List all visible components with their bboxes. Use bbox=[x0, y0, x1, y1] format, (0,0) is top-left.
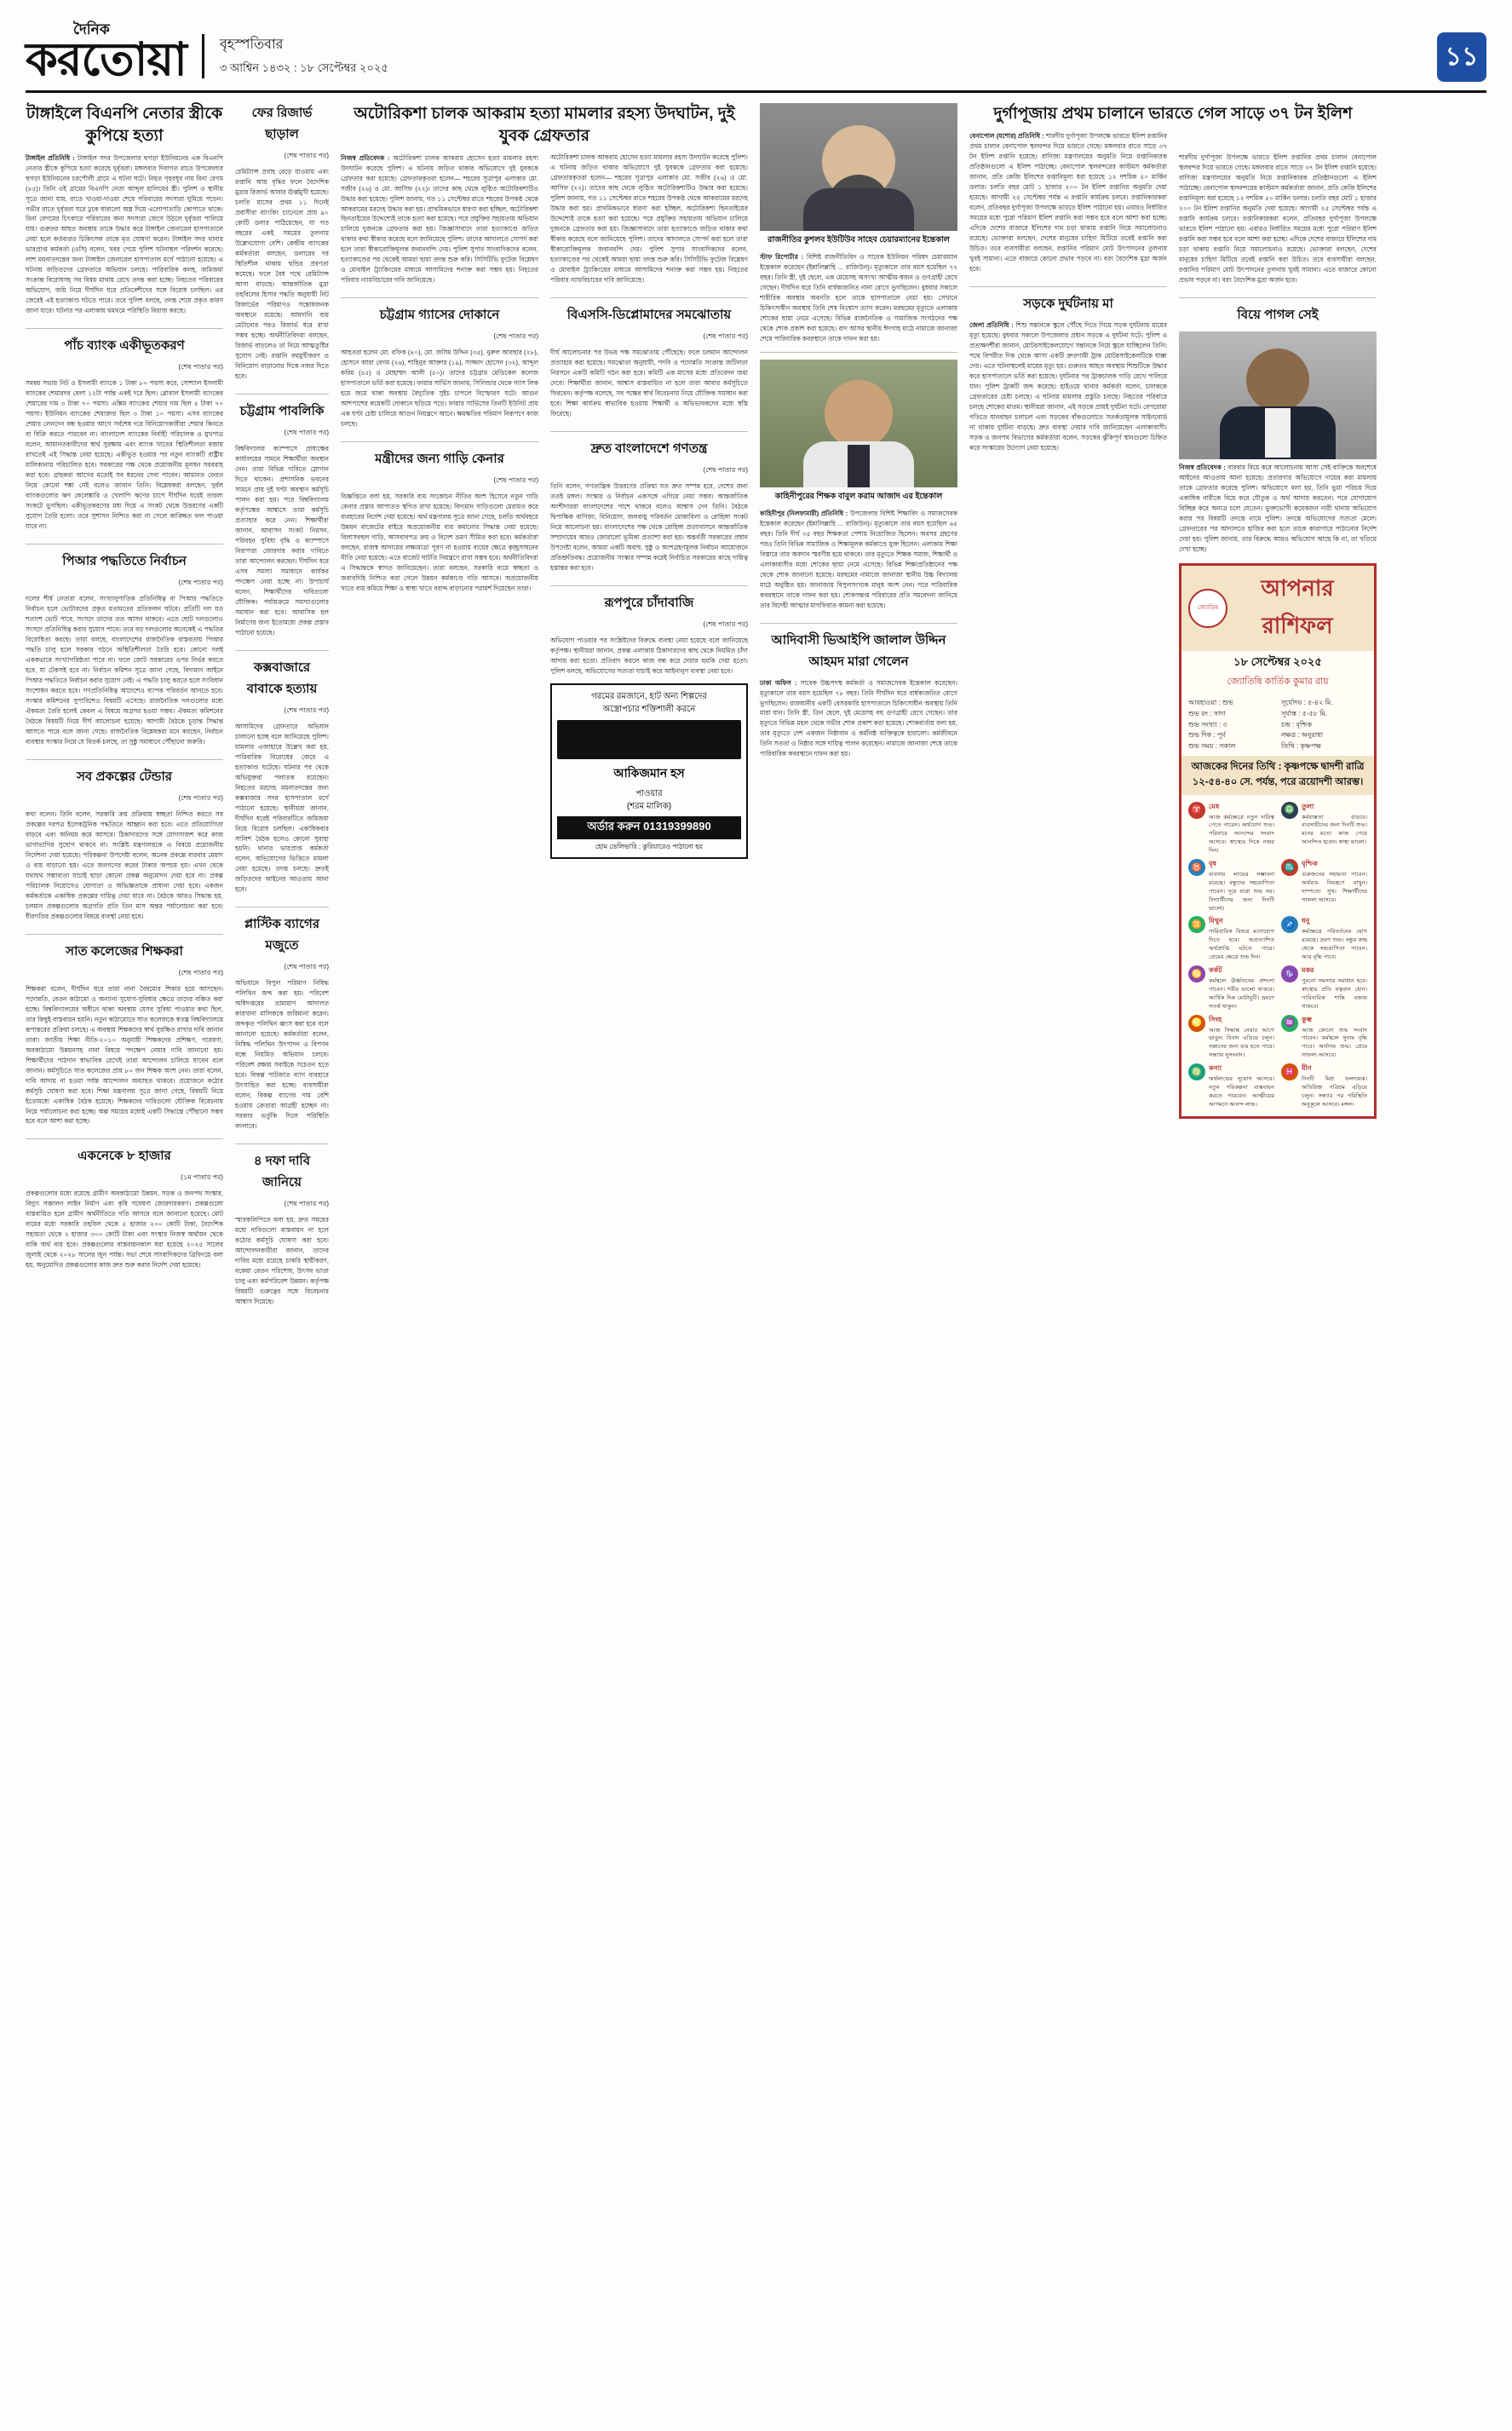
zodiac-item[interactable] bbox=[1188, 802, 1274, 855]
headline-ecnec: একনেকে ৮ হাজার bbox=[26, 1138, 223, 1167]
headline-tangail-murder: টাঙ্গাইলে বিএনপি নেতার স্ত্রীকে কুপিয়ে হত্যা bbox=[26, 105, 223, 145]
masthead-weekday: বৃহস্পতিবার bbox=[219, 37, 284, 53]
article-body-coxsbazar: আসামিদের গ্রেফতারে অভিযান চালানো হচ্ছে বলে জানিয়েছে পুলিশ। মামলার এজাহারে উল্লেখ করা হয়, পারিবারিক বিরোধের জেরে এ হত্যাকাণ্ড ঘটেছে। ঘটনার পর থেকে অভিযুক্তরা পলাতক রয়েছেন। নিহতের মরদেহ ময়নাতদন্তের জন্য কক্সবাজার সদর হাসপাতাল মর্গে পাঠানো হয়েছে। স্থানীয়রা জানান, দীর্ঘদিন ধরেই পরিবারটিতে জমিজমা নিয়ে বিরোধ চলছিল। একাধিকবার সালিশ বৈঠক হলেও কোনো সুরাহা হয়নি। থানার ভারপ্রাপ্ত কর্মকর্তা বলেন, অভিযোগের ভিত্তিতে মামলা নেয়া হয়েছে। তদন্ত চলছে। দ্রুতই জড়িতদের আইনের আওতায় আনা হবে। bbox=[235, 722, 329, 894]
article-body-rooppur: অভিযোগ পাওয়ার পর সংশ্লিষ্টদের বিরুদ্ধে ব্যবস্থা নেয়া হয়েছে বলে জানিয়েছে কর্তৃপক্ষ। স্থানীয়রা জানান, প্রকল্প এলাকায় ঠিকাদারদের কাছ থেকে নিয়মিত চাঁদা আদায় করা হতো। প্রতিবাদ করলে কাজ বন্ধ করে দেয়ার হুমকি দেয়া হতো। পুলিশ বলছে, অভিযোগের সত্যতা যাচাই করে আইনানুগ ব্যবস্থা নেয়া হবে। bbox=[550, 636, 748, 675]
article-body-democracy: তিনি বলেন, গণতান্ত্রিক উত্তরণের প্রক্রিয়া যত দ্রুত সম্পন্ন হবে, দেশের জন্য ততই মঙ্গল। সংস্কার ও নির্বাচন একসঙ্গে এগিয়ে নেয়া সম্ভব। আন্তর্জাতিক অংশীদাররা বাংলাদেশের পাশে থাকবে বলেও আশ্বাস দেন তিনি। বৈঠকে দ্বিপাক্ষিক বাণিজ্য, বিনিয়োগ, জলবায়ু পরিবর্তন মোকাবিলা ও রোহিঙ্গা সংকট নিয়ে আলোচনা হয়। বাংলাদেশের পক্ষ থেকে রোহিঙ্গা প্রত্যাবাসনে আন্তর্জাতিক সম্প্রদায়ের আরও জোরালো ভূমিকা প্রত্যাশা করা হয়। অন্তর্বর্তী সরকারের প্রধান উপদেষ্টা বলেন, আমরা একটি অবাধ, সুষ্ঠু ও অংশগ্রহণমূলক নির্বাচন আয়োজনে প্রতিশ্রুতিবদ্ধ। প্রয়োজনীয় সংস্কার সম্পন্ন করেই নির্বাচিত সরকারের কাছে দায়িত্ব হস্তান্তর করা হবে। bbox=[550, 481, 748, 572]
article-body-akram-cont: অটোরিকশা চালক আকরাম হোসেন হত্যা মামলার রহস্য উদঘাটন করেছে পুলিশ। এ ঘটনায় জড়িত থাকার অভিযোগে দুই যুবককে গ্রেফতার করা হয়েছে। গ্রেফতারকৃতরা হলেন— শহরের সূত্রাপুর এলাকার মো. সজীব (২৬) ও মো. আসিফ (২২)। তাদের কাছ থেকে লুণ্ঠিত অটোরিকশাটিও উদ্ধার করা হয়েছে। পুলিশ জানায়, গত ১১ সেপ্টেম্বর রাতে শহরের উপকণ্ঠ থেকে আকরামের মরদেহ উদ্ধার করা হয়। প্রাথমিকভাবে ধারণা করা হচ্ছিল, অটোরিকশা ছিনতাইয়ের উদ্দেশ্যেই তাকে হত্যা করা হয়েছে। পরে প্রযুক্তির সহায়তায় অভিযান চালিয়ে দুজনকে গ্রেফতার করা হয়। জিজ্ঞাসাবাদে তারা হত্যাকাণ্ডে জড়িত থাকার কথা স্বীকার করেছে বলে জানিয়েছে পুলিশ। তাদের আদালতে সোপর্দ করা হলে তারা স্বীকারোক্তিমূলক জবানবন্দি দেয়। পুলিশ সুপার সাংবাদিকদের বলেন, হত্যাকাণ্ডের পর থেকেই আমরা ছায়া তদন্ত শুরু করি। সিসিটিভি ফুটেজ বিশ্লেষণ ও মোবাইল ট্র্যাকিংয়ের মাধ্যমে আসামিদের শনাক্ত করা সম্ভব হয়। নিহতের পরিবার ন্যায়বিচারের দাবি জানিয়েছে। bbox=[550, 153, 748, 285]
masthead-divider bbox=[202, 34, 204, 78]
headline-bank-merger: পাঁচ ব্যাংক একীভূতকরণ bbox=[26, 328, 223, 357]
zodiac-text: অর্থলাভের সুযোগ আসবে। নতুন পরিকল্পনা বাস্তবায়ন করতে পারবেন। আত্মীয়ের আগমনে আনন্দ লাভ। bbox=[1209, 1076, 1274, 1108]
ad-note: হোম ডেলিভারি : কুরিয়ারেও পাঠানো হয় bbox=[595, 842, 704, 850]
zodiac-text: দিনটি মিশ্র ফলদায়ক। অতিরিক্ত পরিশ্রম এড়িয়ে চলুন। সন্ধ্যার পর পরিস্থিতি অনুকূলে আসবে। মঙ্গল। bbox=[1302, 1076, 1367, 1108]
masthead-date-block bbox=[220, 33, 388, 82]
zodiac-name: বৃষ bbox=[1209, 860, 1216, 868]
page-number-badge: ১১ bbox=[1437, 32, 1486, 82]
advertisement-box[interactable] bbox=[550, 683, 748, 859]
zodiac-capricorn-icon: ♑ bbox=[1281, 965, 1298, 982]
headline-ctg-public: চট্টগ্রাম পাবলিকি bbox=[235, 394, 329, 423]
article-body-hilsa-cont: শারদীয় দুর্গাপূজা উপলক্ষে ভারতে ইলিশ রপ্তানির প্রথম চালান বেনাপোল স্থলবন্দর দিয়ে ভারতে গেছে। মঙ্গলবার রাতে সাড়ে ৩৭ টন ইলিশ রপ্তানি হয়েছে। বাণিজ্য মন্ত্রণালয়ের অনুমতি নিয়ে রপ্তানিকারক প্রতিষ্ঠানগুলো এ ইলিশ পাঠাচ্ছে। বেনাপোল স্থলবন্দরের কাস্টমস কর্মকর্তারা জানান, প্রতি কেজি ইলিশের রপ্তানিমূল্য ধরা হয়েছে ১২ দশমিক ৫০ মার্কিন ডলার। চলতি বছর মোট ১ হাজার ২০০ টন ইলিশ রপ্তানির অনুমতি দেয়া হয়েছে। আগামী ২৫ সেপ্টেম্বর পর্যন্ত এ রপ্তানি কার্যক্রম চলবে। রপ্তানিকারকরা বলেন, প্রতিবছর দুর্গাপূজা উপলক্ষে ভারতে ইলিশ পাঠানো হয়। এবারও নির্ধারিত সময়ের মধ্যে পুরো পরিমাণ ইলিশ রপ্তানি করা সম্ভব হবে বলে আশা করা হচ্ছে। এদিকে দেশের বাজারে ইলিশের দাম চড়া থাকায় রপ্তানি নিয়ে সমালোচনাও রয়েছে। ভোক্তারা বলছেন, দেশের মানুষের চাহিদা মিটিয়ে তবেই রপ্তানি করা উচিত। তবে ব্যবসায়ীরা বলছেন, রপ্তানির পরিমাণ মোট উৎপাদনের তুলনায় খুবই সামান্য। এতে বাজারে কোনো প্রভাব পড়বে না। বরং বৈদেশিক মুদ্রা অর্জন হবে। bbox=[1179, 153, 1377, 285]
spacer bbox=[550, 103, 748, 153]
article-body-bsc: দীর্ঘ আলোচনার পর উভয় পক্ষ সমঝোতায় পৌঁছেছে। ফলে চলমান আন্দোলন প্রত্যাহার করা হয়েছে। সমঝোতা অনুযায়ী, পদবি ও পদোন্নতি সংক্রান্ত জটিলতা নিরসনে একটি কমিটি গঠন করা হবে। কমিটি এক মাসের মধ্যে প্রতিবেদন জমা দেবে। শিক্ষার্থীরা জানান, আশ্বাস বাস্তবায়িত না হলে তারা আবার কর্মসূচিতে ফিরবেন। কর্তৃপক্ষ বলেছে, সব পক্ষের স্বার্থ বিবেচনায় নিয়ে যৌক্তিক সমাধান করা হবে। শিক্ষা কার্যক্রম স্বাভাবিক হওয়ায় শিক্ষার্থী ও অভিভাবকদের মধ্যে স্বস্তি ফিরেছে। bbox=[550, 349, 748, 418]
ad-horse-icon bbox=[557, 720, 741, 759]
column-5 bbox=[760, 103, 957, 1307]
headline-tender: সব প্রকল্পের টেন্ডার bbox=[26, 759, 223, 788]
column-2 bbox=[235, 103, 329, 1307]
article-body-pr: দলের শীর্ষ নেতারা বলেন, সংখ্যানুপাতিক প্রতিনিধিত্ব বা পিআর পদ্ধতিতে নির্বাচন হলে ভোটারদের প্রকৃত মতামতের প্রতিফলন ঘটবে। প্রতিটি দল যত শতাংশ ভোট পাবে, সংসদে তাদের তত আসন থাকবে। এতে ছোট দলগুলোও সংসদে প্রতিনিধিত্ব করার সুযোগ পাবে। তবে বড় দলগুলোর অনেকেই এ পদ্ধতির বিরোধিতা করছে। তারা বলছে, বাংলাদেশের রাজনৈতিক বাস্তবতায় পিআর পদ্ধতি চালু হলে সরকার গঠনে অস্থিতিশীলতা তৈরি হবে। কোনো দলই এককভাবে সংখ্যাগরিষ্ঠতা পাবে না। ফলে জোট সরকারের ওপর নির্ভর করতে হবে, যা টেকসই হবে না। নির্বাচন কমিশন সূত্রে জানা গেছে, বিদ্যমান আইনে পিআর পদ্ধতিতে নির্বাচন করার সুযোগ নেই। এ পদ্ধতি চালু করতে হলে সংবিধান সংশোধন করতে হবে। গণপ্রতিনিধিত্ব আদেশেও ব্যাপক পরিবর্তন আনতে হবে। সংস্কার কমিশনের সুপারিশেও বিষয়টি এসেছে। রাজনৈতিক দলগুলোর মধ্যে ঐকমত্য তৈরি হলেই কেবল এ বিষয়ে অগ্রসর হওয়া সম্ভব। ঐকমত্য কমিশনের বৈঠকে বিষয়টি নিয়ে দীর্ঘ আলোচনা হয়েছে। আগামী বৈঠকে চূড়ান্ত সিদ্ধান্ত আসতে পারে বলে জানা গেছে। রাজনৈতিক বিশ্লেষকরা মনে করছেন, নির্বাচন ব্যবস্থার সংস্কার নিয়ে যে বিতর্ক চলছে, তা সুষ্ঠু সমাধানে পৌঁছানো জরুরি। bbox=[26, 595, 223, 746]
photo-caption-chairman: রাজনীতির কুশলব ইউটিউব সাহেব চেয়ারম্যানের ইন্তেকাল bbox=[767, 235, 950, 245]
zodiac-text: গুরুজনের সহায়তা পাবেন। অর্থব্যয় নিয়ন্ত্রণে রাখুন। দাম্পত্যে সুখ। শিক্ষার্থীদের সাফল্য আসবে। bbox=[1302, 872, 1367, 903]
spacer-2 bbox=[1179, 103, 1377, 153]
zodiac-item[interactable] bbox=[1188, 965, 1274, 1011]
zodiac-aries-icon: ♈ bbox=[1188, 802, 1205, 819]
info-line: তিথি : কৃষ্ণপক্ষ bbox=[1281, 742, 1321, 751]
headline-democracy: দ্রুত বাংলাদেশে গণতন্ত্র bbox=[550, 431, 748, 460]
content-grid bbox=[26, 103, 1486, 1307]
portrait-photo-teacher bbox=[760, 360, 957, 487]
zodiac-name: মেষ bbox=[1209, 802, 1220, 810]
zodiac-scorpio-icon: ♏ bbox=[1281, 859, 1298, 876]
article-body-bank: সমন্বয় সভায় নিট ও ইসলামী ব্যাংকে ১ টাকা ৮০ পয়সা করে, সোশ্যাল ইসলামী ব্যাংকের শেয়ারদর বেলা ১২টা পর্যন্ত একই দরে ছিল। গ্লোবাল ইসলামী ব্যাংকের শেয়ারের দাম ৩ টাকা ৭০ পয়সা। এক্সিম ব্যাংকের শেয়ার দাম ছিল ৫ টাকা ৭০ পয়সা। ইউনিয়ন ব্যাংকের শেয়ারদর ছিল ৩ টাকা ১০ পয়সা। এসব ব্যাংকের শেয়ার লেনদেন বন্ধ হওয়ার আগে সর্বশেষ দরে বিনিয়োগকারীরা শেয়ার কিনতে বা বিক্রি করতে পারবেন না। বাংলাদেশ ব্যাংকের নির্বাহী পরিচালক ও মুখপাত্র বলেন, আমানতকারীদের স্বার্থ সুরক্ষায় এবং ব্যাংক খাতের স্থিতিশীলতা বজায় রাখতেই এই সিদ্ধান্ত নেয়া হয়েছে। একীভূত হওয়ার পর নতুন ব্যাংকটি রাষ্ট্রীয় মালিকানায় পরিচালিত হবে। সরকারের পক্ষ থেকে প্রয়োজনীয় মূলধন সরবরাহ করা হবে। গ্রাহকরা আগের মতোই সব ধরনের সেবা পাবেন। আমানত ফেরত নিয়ে কোনো শঙ্কা নেই বলেও জানান তিনি। বিশ্লেষকরা বলছেন, দুর্বল ব্যাংকগুলোর ঋণ কেলেঙ্কারি ও খেলাপি ঋণের চাপে দীর্ঘদিন ধরেই তারল্য সংকটে ভুগছিল। একীভূতকরণের মধ্য দিয়ে এ সংকট থেকে উত্তরণের একটি সুযোগ তৈরি হলো। তবে সুশাসন নিশ্চিত করা না গেলে কাঙ্ক্ষিত ফল পাওয়া যাবে না। bbox=[26, 379, 223, 531]
headline-four-demands: ৪ দফা দাবি জানিয়ে bbox=[235, 1143, 329, 1194]
jump-note-bsc: (শেষ পাতার পর) bbox=[703, 332, 748, 341]
zodiac-libra-icon: ♎ bbox=[1281, 802, 1298, 819]
article-body-tangail bbox=[26, 153, 223, 317]
column-4 bbox=[550, 103, 748, 1307]
article-body-tender: কথা বলেন। তিনি বলেন, সরকারি ক্রয় প্রক্রিয়ায় স্বচ্ছতা নিশ্চিত করতে সব প্রকল্পের দরপত্র ইলেকট্রনিক পদ্ধতিতে আহ্বান করা হবে। এতে প্রতিযোগিতা বাড়বে এবং অনিয়ম কমে আসবে। ঠিকাদারদের সঙ্গে যোগসাজশ করে কাজ ভাগাভাগির সুযোগ থাকবে না। সংশ্লিষ্ট মন্ত্রণালয়কে এ বিষয়ে প্রয়োজনীয় নির্দেশনা দেয়া হয়েছে। পরিকল্পনা উপদেষ্টা বলেন, অনেক প্রকল্পে বারবার মেয়াদ ও ব্যয় বাড়ানো হয়। এতে জনগণের করের টাকার অপচয় হয়। এখন থেকে যথাযথ সম্ভাব্যতা যাচাই ছাড়া কোনো প্রকল্প অনুমোদন দেয়া হবে না। প্রকল্প পরিচালক নিয়োগেও যোগ্যতা ও অভিজ্ঞতাকে প্রাধান্য দেয়া হবে। একজন কর্মকর্তাকে একাধিক প্রকল্পের দায়িত্ব দেয়া যাবে না। বৈঠকে আরও সিদ্ধান্ত হয়, চলমান প্রকল্পগুলোর অগ্রগতি প্রতি তিন মাস অন্তর পর্যালোচনা করা হবে। ধীরগতির প্রকল্পগুলোর বিষয়ে ব্যবস্থা নেয়া হবে। bbox=[26, 809, 223, 920]
zodiac-name: ধনু bbox=[1302, 917, 1310, 925]
zodiac-sagittarius-icon: ♐ bbox=[1281, 916, 1298, 933]
info-line: শুভ দিক : পূর্ব bbox=[1188, 731, 1226, 740]
jump-note-plastic: (শেষ পাতার পর) bbox=[284, 963, 329, 971]
jump-note-ctg-public: (শেষ পাতার পর) bbox=[284, 428, 329, 436]
ad-line-2: অস্ত্রোপচার শক্তিশালী করনে bbox=[602, 704, 696, 714]
zodiac-aquarius-icon: ♒ bbox=[1281, 1015, 1298, 1032]
column-1 bbox=[26, 103, 223, 1307]
article-body-road-accident bbox=[969, 320, 1167, 453]
newspaper-logo bbox=[26, 21, 187, 85]
byline-hilsa: বেনাপোল (যশোর) প্রতিনিধি : bbox=[969, 131, 1044, 140]
article-body-four-demands: স্মারকলিপিতে বলা হয়, দ্রুত সময়ের মধ্যে দাবিগুলো বাস্তবায়ন না হলে কঠোর কর্মসূচি ঘোষণা করা হবে। আন্দোলনকারীরা জানান, তাদের দাবির মধ্যে রয়েছে চাকরি স্থায়ীকরণ, বকেয়া বেতন পরিশোধ, উৎসব ভাতা চালু এবং কর্মপরিবেশ উন্নয়ন। কর্তৃপক্ষ বিষয়টি গুরুত্বের সঙ্গে বিবেচনার আশ্বাস দিয়েছে। bbox=[235, 1216, 329, 1306]
zodiac-virgo-icon: ♍ bbox=[1188, 1063, 1205, 1080]
logo-main-text: করতোয়া bbox=[26, 34, 187, 85]
ad-phone-value: 01319399890 bbox=[643, 819, 711, 832]
ad-brand-name: আকিজমান হস bbox=[613, 765, 685, 780]
zodiac-text: পুরনো সমস্যার সমাধান হবে। স্বাস্থ্যের প্রতি যত্নবান হোন। পারিবারিক শান্তি বজায় থাকবে। bbox=[1302, 978, 1367, 1010]
info-line: শুভ সময় : সকাল bbox=[1188, 742, 1236, 751]
article-text-akram: অটোরিকশা চালক আকরাম হোসেন হত্যা মামলার রহস্য উদঘাটন করেছে পুলিশ। এ ঘটনায় জড়িত থাকার অভিযোগে দুই যুবককে গ্রেফতার করা হয়েছে। গ্রেফতারকৃতরা হলেন— শহরের সূত্রাপুর এলাকার মো. সজীব (২৬) ও মো. আসিফ (২২)। তাদের কাছ থেকে লুণ্ঠিত অটোরিকশাটিও উদ্ধার করা হয়েছে। পুলিশ জানায়, গত ১১ সেপ্টেম্বর রাতে শহরের উপকণ্ঠ থেকে আকরামের মরদেহ উদ্ধার করা হয়। প্রাথমিকভাবে ধারণা করা হচ্ছিল, অটোরিকশা ছিনতাইয়ের উদ্দেশ্যেই তাকে হত্যা করা হয়েছে। পরে প্রযুক্তির সহায়তায় অভিযান চালিয়ে দুজনকে গ্রেফতার করা হয়। জিজ্ঞাসাবাদে তারা হত্যাকাণ্ডে জড়িত থাকার কথা স্বীকার করেছে বলে জানিয়েছে পুলিশ। তাদের আদালতে সোপর্দ করা হলে তারা স্বীকারোক্তিমূলক জবানবন্দি দেয়। পুলিশ সুপার সাংবাদিকদের বলেন, হত্যাকাণ্ডের পর থেকেই আমরা ছায়া তদন্ত শুরু করি। সিসিটিভি ফুটেজ বিশ্লেষণ ও মোবাইল ট্র্যাকিংয়ের মাধ্যমে আসামিদের শনাক্ত করা সম্ভব হয়। নিহতের পরিবার ন্যায়বিচারের দাবি জানিয়েছে। bbox=[341, 153, 538, 285]
info-line: সূর্যোদয় : ৫-৪২ মি. bbox=[1281, 698, 1333, 706]
photo-caption-teacher: কাহিনীপুরের শিক্ষক বাবুল করাম আজাদ এর ইন্তেকাল bbox=[774, 491, 943, 501]
zodiac-name: বৃশ্চিক bbox=[1302, 860, 1318, 868]
byline-chairman: স্টাফ রিপোর্টার : bbox=[760, 253, 804, 262]
article-body-chairman bbox=[760, 252, 957, 344]
zodiac-name: কর্কট bbox=[1209, 966, 1222, 975]
horoscope-info-rows bbox=[1181, 694, 1374, 756]
byline-akram: নিজস্ব প্রতিবেদক : bbox=[341, 153, 390, 162]
jump-note-tender: (শেষ পাতার পর) bbox=[178, 793, 223, 802]
article-body-ctg-public: বিশ্ববিদ্যালয় ক্যাম্পাসে প্রাধ্যক্ষের কার্যালয়ের সামনে শিক্ষার্থীরা অবস্থান নেন। তারা বিভিন্ন দাবিতে স্লোগান দিতে থাকেন। প্রশাসনিক ভবনের সামনে প্রায় দুই ঘণ্টা অবস্থান কর্মসূচি পালন করা হয়। পরে বিশ্ববিদ্যালয় কর্তৃপক্ষের আশ্বাসে তারা কর্মসূচি প্রত্যাহার করে নেন। শিক্ষার্থীরা জানান, আবাসন সংকট নিরসন, পরিবহন সুবিধা বৃদ্ধি ও ক্যাম্পাসে নিরাপত্তা জোরদার করার দাবিতে তারা আন্দোলন করছেন। দীর্ঘদিন ধরে এসব সমস্যা সমাধানে কার্যকর পদক্ষেপ নেয়া হচ্ছে না। উপাচার্য বলেন, শিক্ষার্থীদের দাবিগুলো যৌক্তিক। পর্যায়ক্রমে সমস্যাগুলোর সমাধান করা হবে। আবাসিক হল নির্মাণের জন্য ইতোমধ্যে প্রকল্প প্রস্তাব পাঠানো হয়েছে। bbox=[235, 444, 329, 637]
zodiac-cancer-icon: ♋ bbox=[1188, 965, 1205, 982]
headline-pr-election: পিআর পদ্ধতিতে নির্বাচন bbox=[26, 544, 223, 573]
byline-road: জেলা প্রতিনিধি : bbox=[969, 320, 1014, 329]
horoscope-header bbox=[1181, 566, 1374, 651]
article-body-reserve: রেমিট্যান্স প্রবাহ বেড়ে যাওয়ায় এবং রপ্তানি আয় বৃদ্ধির ফলে বৈদেশিক মুদ্রার রিজার্ভ আবার ঊর্ধ্বমুখী হয়েছে। চলতি মাসের প্রথম ১১ দিনেই প্রবাসীরা ব্যাংকিং চ্যানেলে প্রায় ৯০ কোটি ডলার পাঠিয়েছেন, যা গত বছরের একই সময়ের তুলনায় উল্লেখযোগ্য বেশি। কেন্দ্রীয় ব্যাংকের কর্মকর্তারা বলছেন, ডলারের দর স্থিতিশীল থাকায় হুন্ডির প্রবণতা কমেছে। ফলে বৈধ পথে রেমিট্যান্স আসা বাড়ছে। আন্তর্জাতিক মুদ্রা তহবিলের হিসাব পদ্ধতি অনুযায়ী নিট রিজার্ভের পরিমাণও সন্তোষজনক অবস্থানে রয়েছে। আমদানি ব্যয় মেটানোর পরও রিজার্ভ ধরে রাখা সম্ভব হচ্ছে। অর্থনীতিবিদরা বলছেন, রিজার্ভ বাড়লেও তা নিয়ে আত্মতুষ্টির সুযোগ নেই। রপ্তানি বহুমুখীকরণ ও বিনিয়োগ বাড়ানোর দিকে নজর দিতে হবে। bbox=[235, 168, 329, 380]
info-line: শুভ রং : সাদা bbox=[1188, 709, 1226, 717]
headline-ctg-gas: চট্টগ্রাম গ্যাসের দোকানে bbox=[341, 297, 538, 326]
horoscope-seal-icon: জ্যোতিষ bbox=[1188, 589, 1227, 628]
zodiac-text: আজ কর্মক্ষেত্রে নতুন দায়িত্ব পেতে পারেন। অর্থযোগ শুভ। পরিবারে আনন্দের সংবাদ আসবে। স্বাস্থ্যের দিকে নজর দিন। bbox=[1209, 814, 1274, 855]
ad-phone-label: অর্ডার করুন bbox=[587, 819, 641, 832]
jump-note-ctg-gas: (শেষ পাতার পর) bbox=[493, 332, 538, 341]
jump-note-pr: (শেষ পাতার পর) bbox=[178, 579, 223, 587]
zodiac-name: তুলা bbox=[1302, 802, 1314, 810]
zodiac-item[interactable] bbox=[1281, 859, 1367, 913]
article-body-plastic: অভিযানে বিপুল পরিমাণ নিষিদ্ধ পলিথিন জব্দ করা হয়। পরিবেশ অধিদপ্তরের ভ্রাম্যমাণ আদালত কারখানা মালিককে জরিমানা করেন। জব্দকৃত পলিথিন ধ্বংস করা হবে বলে জানানো হয়েছে। কর্মকর্তারা বলেন, নিষিদ্ধ পলিথিন উৎপাদন ও বিপণন বন্ধে নিয়মিত অভিযান চলবে। পরিবেশ রক্ষায় সবাইকে সচেতন হতে হবে। বিকল্প পাটজাত ব্যাগ ব্যবহারে উৎসাহিত করা হচ্ছে। ব্যবসায়ীরা বলেন, বিকল্প ব্যাগের দাম বেশি হওয়ায় ক্রেতারা আগ্রহী হচ্ছেন না। সরকার ভর্তুকি দিলে পরিস্থিতি বদলাবে। bbox=[235, 979, 329, 1131]
zodiac-text: ব্যবসায় লাভের সম্ভাবনা রয়েছে। বন্ধুদের সহযোগিতা পাবেন। দূরে যাত্রা শুভ নয়। বিদ্যার্থীদের জন্য দিনটি ভালো। bbox=[1209, 872, 1274, 912]
headline-akram-murder: অটোরিকশা চালক আকরাম হত্যা মামলার রহস্য উদঘাটন, দুই যুবক গ্রেফতার bbox=[354, 105, 735, 145]
zodiac-text: কর্মক্ষেত্রে পরিবর্তনের যোগ রয়েছে। ভ্রমণ শুভ। বন্ধুর কাছ থেকে সহযোগিতা পাবেন। আয় বৃদ্ধি পাবে। bbox=[1302, 929, 1367, 961]
byline-teacher: কাহিনীপুর (নিলফামারী) প্রতিনিধি : bbox=[760, 509, 848, 517]
headline-bsc-diploma: বিএসসি-ডিপ্লোমাদের সমঝোতায় bbox=[550, 297, 748, 326]
article-text: টাঙ্গাইল সদর উপজেলার হুগড়া ইউনিয়নের এক বিএনপি নেতার স্ত্রীকে কুপিয়ে হত্যা করেছে দুর্বৃত্তরা। মঙ্গলবার দিবাগত রাতে উপজেলার হুগড়া ইউনিয়নের চরপৌলী গ্রামে এ ঘটনা ঘটে। নিহত গৃহবধূর নাম রিনা বেগম (৪৫)। তিনি ওই গ্রামের বিএনপি নেতা আব্দুল হালিমের স্ত্রী। পুলিশ ও স্থানীয় সূত্রে জানা যায়, রাতে খাওয়া-দাওয়া শেষে পরিবারের সদস্যরা ঘুমিয়ে পড়েন। গভীর রাতে দুর্বৃত্তরা ঘরে ঢুকে ধারালো অস্ত্র দিয়ে এলোপাতাড়ি কোপাতে থাকে। রিনা বেগমের চিৎকারে পরিবারের অন্য সদস্যরা জেগে উঠলে দুর্বৃত্তরা পালিয়ে যায়। গুরুতর আহত অবস্থায় তাকে উদ্ধার করে টাঙ্গাইল জেনারেল হাসপাতালে নেয়া হলে কর্তব্যরত চিকিৎসক তাকে মৃত ঘোষণা করেন। টাঙ্গাইল সদর থানার ভারপ্রাপ্ত কর্মকর্তা (ওসি) বলেন, খবর পেয়ে পুলিশ ঘটনাস্থল পরিদর্শন করেছে। লাশ ময়নাতদন্তের জন্য টাঙ্গাইল জেনারেল হাসপাতাল মর্গে পাঠানো হয়েছে। এ ঘটনায় জড়িতদের গ্রেফতারে অভিযান চলছে। পারিবারিক কলহ, জমিজমা সংক্রান্ত বিরোধসহ সব বিষয় মাথায় রেখে তদন্ত করা হচ্ছে। নিহতের পরিবারের অভিযোগ, জমি নিয়ে দীর্ঘদিন ধরে প্রতিবেশীদের সঙ্গে বিরোধ চলছিল। এর জেরেই এই হত্যাকাণ্ড ঘটতে পারে। তবে পুলিশ বলছে, তদন্ত শেষে প্রকৃত কারণ জানা যাবে। ঘটনার পর এলাকায় থমথমে পরিস্থিতি বিরাজ করছে। bbox=[26, 153, 223, 315]
horoscope-panel bbox=[1179, 563, 1377, 1119]
zodiac-text: আজ সিদ্ধান্ত নেয়ার আগে ভাবুন। বিবাদ এড়িয়ে চলুন। সন্তানের জন্য ব্যয় হতে পারে। সন্ধ্যায় সুসংবাদ। bbox=[1209, 1027, 1274, 1059]
jump-note-colleges: (শেষ পাতার পর) bbox=[178, 968, 223, 976]
zodiac-name: মীন bbox=[1302, 1064, 1312, 1073]
article-text-teacher: উপজেলার বিশিষ্ট শিক্ষাবিদ ও সমাজসেবক ইন্তেকাল করেছেন (ইন্নালিল্লাহি ... রাজিউন)। মৃত্যুকালে তার বয়স হয়েছিল ৬৫ বছর। তিনি দীর্ঘ ৩৫ বছর শিক্ষকতা পেশায় নিয়োজিত ছিলেন। অবসর গ্রহণের পরও তিনি বিভিন্ন সামাজিক ও শিক্ষামূলক কর্মকাণ্ডে যুক্ত ছিলেন। এলাকায় শিক্ষা বিস্তারে তার অবদান স্মরণীয় হয়ে থাকবে। তার মৃত্যুতে শিক্ষক সমাজ, শিক্ষার্থী ও এলাকাবাসীর মধ্যে শোকের ছায়া নেমে এসেছে। বিভিন্ন শিক্ষাপ্রতিষ্ঠানের পক্ষ থেকে শোক জানানো হয়েছে। মরহুমের নামাজে জানাজা স্থানীয় উচ্চ বিদ্যালয় মাঠে অনুষ্ঠিত হয়। জানাজায় বিপুলসংখ্যক মানুষ অংশ নেন। পরে পারিবারিক কবরস্থানে তাকে দাফন করা হয়। শোকসন্তপ্ত পরিবারের প্রতি সমবেদনা জানিয়ে তার বিদেহী আত্মার মাগফিরাত কামনা করা হয়েছে। bbox=[760, 509, 957, 609]
zodiac-name: কুম্ভ bbox=[1302, 1015, 1312, 1023]
headline-minister-cars: মন্ত্রীদের জন্য গাড়ি কেনার bbox=[341, 441, 538, 470]
zodiac-text: কর্মস্থলে ঊর্ধ্বতনের প্রশংসা পাবেন। শরীর ভালো থাকবে। আর্থিক দিক মোটামুটি। ভ্রমণে সতর্ক থাকুন। bbox=[1209, 978, 1274, 1010]
zodiac-name: সিংহ bbox=[1209, 1015, 1222, 1023]
masthead bbox=[26, 22, 1486, 93]
article-body-marriage bbox=[1179, 463, 1377, 555]
article-body-colleges: শিক্ষকরা বলেন, দীর্ঘদিন ধরে তারা নানা বৈষম্যের শিকার হয়ে আসছেন। পদোন্নতি, বেতন কাঠামো ও অন্যান্য সুযোগ-সুবিধার ক্ষেত্রে তাদের বঞ্চিত করা হচ্ছে। বিশ্ববিদ্যালয়ের অধীনে থাকা অবস্থায় যেসব সুবিধা পাওয়ার কথা ছিল, তার কিছুই বাস্তবায়ন হয়নি। নতুন কাঠামোতে সাত কলেজকে স্বতন্ত্র বিশ্ববিদ্যালয়ে রূপান্তরের প্রক্রিয়া চলছে। এ অবস্থায় শিক্ষকদের স্বার্থ সুরক্ষিত রাখার দাবি জানান তারা। জাতীয় শিক্ষা নীতি-২০১০ অনুযায়ী শিক্ষকদের প্রশিক্ষণ, গবেষণা, অবকাঠামো উন্নয়নসহ নানা বিষয়ে পদক্ষেপ নেয়ার দাবি জানানো হয়। শিক্ষার্থীদের পাঠদান স্বাভাবিক রেখেই তারা আন্দোলন চালিয়ে যাবেন বলে জানান। কর্মসূচিতে সাত কলেজের প্রায় ৮০ জন শিক্ষক অংশ নেন। তারা বলেন, দাবি আদায় না হওয়া পর্যন্ত আন্দোলন অব্যাহত থাকবে। প্রয়োজনে কঠোর কর্মসূচি ঘোষণা করা হবে। শিক্ষা মন্ত্রণালয় সূত্রে জানা গেছে, বিষয়টি নিয়ে ইতোমধ্যে একাধিক বৈঠক হয়েছে। শিক্ষকদের দাবিগুলো যৌক্তিক বিবেচনায় নিয়ে পর্যালোচনা করা হচ্ছে। অল্প সময়ের মধ্যেই একটি সিদ্ধান্তে পৌঁছানো সম্ভব হবে বলে আশা করা হচ্ছে। bbox=[26, 984, 223, 1126]
masthead-date: ৩ আশ্বিন ১৪৩২ : ১৮ সেপ্টেম্বর ২০২৫ bbox=[219, 61, 388, 75]
ad-brand-small: (শরম মালিক) bbox=[626, 801, 672, 811]
horoscope-right-info bbox=[1281, 698, 1367, 752]
horoscope-sign-grid bbox=[1181, 795, 1374, 1116]
info-line: শুভ সংখ্যা : ৩ bbox=[1188, 720, 1227, 729]
article-text-hilsa: শারদীয় দুর্গাপূজা উপলক্ষে ভারতে ইলিশ রপ্তানির প্রথম চালান বেনাপোল স্থলবন্দর দিয়ে ভারতে গেছে। মঙ্গলবার রাতে সাড়ে ৩৭ টন ইলিশ রপ্তানি হয়েছে। বাণিজ্য মন্ত্রণালয়ের অনুমতি নিয়ে রপ্তানিকারক প্রতিষ্ঠানগুলো এ ইলিশ পাঠাচ্ছে। বেনাপোল স্থলবন্দরের কাস্টমস কর্মকর্তারা জানান, প্রতি কেজি ইলিশের রপ্তানিমূল্য ধরা হয়েছে ১২ দশমিক ৫০ মার্কিন ডলার। চলতি বছর মোট ১ হাজার ২০০ টন ইলিশ রপ্তানির অনুমতি দেয়া হয়েছে। আগামী ২৫ সেপ্টেম্বর পর্যন্ত এ রপ্তানি কার্যক্রম চলবে। রপ্তানিকারকরা বলেন, প্রতিবছর দুর্গাপূজা উপলক্ষে ভারতে ইলিশ পাঠানো হয়। এবারও নির্ধারিত সময়ের মধ্যে পুরো পরিমাণ ইলিশ রপ্তানি করা সম্ভব হবে বলে আশা করা হচ্ছে। এদিকে দেশের বাজারে ইলিশের দাম চড়া থাকায় রপ্তানি নিয়ে সমালোচনাও রয়েছে। ভোক্তারা বলছেন, দেশের মানুষের চাহিদা মিটিয়ে তবেই রপ্তানি করা উচিত। তবে ব্যবসায়ীরা বলছেন, রপ্তানির পরিমাণ মোট উৎপাদনের তুলনায় খুবই সামান্য। এতে বাজারে কোনো প্রভাব পড়বে না। বরং বৈদেশিক মুদ্রা অর্জন হবে। bbox=[969, 131, 1167, 273]
article-body-jalal bbox=[760, 678, 957, 760]
article-text-road: শিশু সন্তানকে স্কুলে পৌঁছে দিতে গিয়ে সড়ক দুর্ঘটনায় মায়ের মৃত্যু হয়েছে। বুধবার সকালে উপজেলার প্রধান সড়কে এ দুর্ঘটনা ঘটে। পুলিশ ও প্রত্যক্ষদর্শীরা জানান, মোটরসাইকেলযোগে সন্তানকে নিয়ে স্কুলে যাচ্ছিলেন তিনি। পথে বিপরীত দিক থেকে আসা একটি দ্রুতগামী ট্রাক মোটরসাইকেলটিকে ধাক্কা দেয়। এতে ঘটনাস্থলেই মায়ের মৃত্যু হয়। গুরুতর আহত অবস্থায় শিশুটিকে উদ্ধার করে হাসপাতালে ভর্তি করা হয়েছে। দুর্ঘটনার পর ট্রাকচালক গাড়ি রেখে পালিয়ে যান। পুলিশ ট্রাকটি জব্দ করেছে। হাইওয়ে থানার কর্মকর্তা বলেন, চালককে গ্রেফতারের চেষ্টা চলছে। এ ঘটনায় মামলার প্রস্তুতি চলছে। নিহতের পরিবারে চলছে শোকের মাতম। স্থানীয়রা জানান, এই সড়কে প্রায়ই দুর্ঘটনা ঘটে। বেপরোয়া গতিতে যানবাহন চলাচল এবং সড়কের বাঁকগুলোতে সতর্কতামূলক সাইনবোর্ড না থাকায় দুর্ঘটনা বাড়ছে। দ্রুত ব্যবস্থা নেয়ার দাবি জানিয়েছেন এলাকাবাসী। সড়ক ও জনপথ বিভাগের কর্মকর্তারা বলেন, সড়কের ঝুঁকিপূর্ণ স্থানগুলো চিহ্নিত করে সংস্কারের উদ্যোগ নেয়া হয়েছে। bbox=[969, 320, 1167, 452]
horoscope-date: ১৮ সেপ্টেম্বর ২০২৫ bbox=[1233, 654, 1322, 668]
divider bbox=[760, 352, 957, 353]
zodiac-name: মিথুন bbox=[1209, 917, 1223, 925]
article-text-chairman: বিশিষ্ট রাজনীতিবিদ ও সাবেক ইউনিয়ন পরিষদ চেয়ারম্যান ইন্তেকাল করেছেন (ইন্নালিল্লাহি ... রাজিউন)। মৃত্যুকালে তার বয়স হয়েছিল ৭২ বছর। তিনি স্ত্রী, দুই ছেলে, এক মেয়েসহ অসংখ্য আত্মীয়-স্বজন ও গুণগ্রাহী রেখে গেছেন। দীর্ঘদিন ধরে তিনি বার্ধক্যজনিত নানা রোগে ভুগছিলেন। বুধবার সকালে শারীরিক অবস্থার অবনতি হলে তাকে হাসপাতালে নেয়া হয়। সেখানে চিকিৎসাধীন অবস্থায় তিনি শেষ নিঃশ্বাস ত্যাগ করেন। মরহুমের মৃত্যুতে এলাকায় শোকের ছায়া নেমে এসেছে। বিভিন্ন রাজনৈতিক ও সামাজিক সংগঠনের পক্ষ থেকে শোক প্রকাশ করা হয়েছে। বাদ আসর স্থানীয় ঈদগাহ মাঠে নামাজে জানাজা শেষে পারিবারিক কবরস্থানে তাকে দাফন করা হয়। bbox=[760, 253, 957, 343]
info-line: আবহাওয়া : শুভ bbox=[1188, 698, 1233, 706]
headline-seven-colleges: সাত কলেজের শিক্ষকরা bbox=[26, 934, 223, 963]
jump-note-four-demands: (শেষ পাতার পর) bbox=[284, 1200, 329, 1208]
zodiac-name: মকর bbox=[1302, 966, 1314, 975]
zodiac-item[interactable] bbox=[1281, 916, 1367, 962]
headline-road-accident: সড়কে দুর্ঘটনায় মা bbox=[969, 286, 1167, 315]
zodiac-item[interactable] bbox=[1281, 965, 1367, 1011]
ad-line-1: গরমের রমজানে, হাট অন্য শিল্পদের bbox=[591, 691, 707, 701]
zodiac-pisces-icon: ♓ bbox=[1281, 1063, 1298, 1080]
jump-note-coxsbazar: (শেষ পাতার পর) bbox=[284, 706, 329, 714]
horoscope-tithi: আজকের দিনের তিথি : কৃষ্ণপক্ষে দ্বাদশী রাত্রি ১২-৫৪-৪০ সে. পর্যন্ত, পরে ত্রয়োদশী আরম্ভ। bbox=[1181, 756, 1374, 795]
zodiac-item[interactable] bbox=[1281, 1015, 1367, 1061]
ad-phone-number[interactable] bbox=[557, 816, 741, 839]
info-line: নক্ষত্র : অনুরাধা bbox=[1281, 731, 1324, 740]
article-body-minister-cars: বিজ্ঞপ্তিতে বলা হয়, সরকারি ব্যয় সংকোচন নীতির অংশ হিসেবে নতুন গাড়ি কেনার প্রস্তাব আপাতত স্থগিত রাখা হয়েছে। বিদ্যমান গাড়িগুলো মেরামত করে ব্যবহারের নির্দেশ দেয়া হয়েছে। অর্থ মন্ত্রণালয় সূত্রে জানা গেছে, চলতি অর্থবছরে উন্নয়ন বাজেটের বাইরে অপ্রয়োজনীয় ব্যয় কমানোর সিদ্ধান্ত নেয়া হয়েছে। বিলাসবহুল গাড়ি, আসবাবপত্র ক্রয় ও বিদেশ ভ্রমণ সীমিত করা হবে। কর্মকর্তারা বলছেন, রাজস্ব আদায়ের লক্ষ্যমাত্রা পূরণ না হওয়ায় ব্যয়ের ক্ষেত্রে কৃচ্ছ্রসাধনের নীতি নেয়া হয়েছে। এতে বাজেট ঘাটতি নিয়ন্ত্রণে রাখা সম্ভব হবে। অর্থনীতিবিদরা এ সিদ্ধান্তকে স্বাগত জানিয়েছেন। তারা বলছেন, সরকারি ব্যয়ে স্বচ্ছতা ও জবাবদিহি নিশ্চিত করা গেলে উন্নয়ন কর্মকাণ্ডে গতি আসবে। অপ্রয়োজনীয় খাতে ব্যয় কমিয়ে শিক্ষা ও স্বাস্থ্য খাতে বরাদ্দ বাড়ানোর পরামর্শ দিয়েছেন তারা। bbox=[341, 493, 538, 593]
headline-marriage-man: বিয়ে পাগল সেই bbox=[1179, 297, 1377, 326]
portrait-photo-chairman bbox=[760, 103, 957, 231]
article-body-ecnec: প্রকল্পগুলোর মধ্যে রয়েছে গ্রামীণ অবকাঠামো উন্নয়ন, সড়ক ও জনপথ সংস্কার, বিদ্যুৎ সঞ্চালন লাইন নির্মাণ এবং কৃষি গবেষণা জোরদারকরণ। প্রকল্পগুলো বাস্তবায়িত হলে গ্রামীণ অর্থনীতিতে গতি আসবে বলে জানানো হয়েছে। মোট ব্যয়ের মধ্যে সরকারি তহবিল থেকে ৫ হাজার ২০০ কোটি টাকা, বৈদেশিক সহায়তা থেকে ২ হাজার ৩০০ কোটি টাকা এবং সংস্থার নিজস্ব অর্থায়ন থেকে বাকি অর্থ ব্যয় হবে। প্রকল্পগুলোর বাস্তবায়নকাল ধরা হয়েছে ২০২৫ সালের জুলাই থেকে ২০২৮ সালের জুন পর্যন্ত। সভা শেষে সাংবাদিকদের ব্রিফিংয়ে বলা হয়, অনুমোদিত প্রকল্পগুলোর কাজ দ্রুত শুরু করার নির্দেশ দেয়া হয়েছে। bbox=[26, 1190, 223, 1270]
zodiac-text: কর্মব্যস্ততা বাড়বে। ব্যবসায়ীদের জন্য দিনটি শুভ। মনের মতো কাজ পেয়ে আনন্দিত হবেন। স্বাস্থ্য ভালো। bbox=[1302, 814, 1367, 846]
headline-jalal-uddin: আদিবাসী ভিআইপি জালাল উদ্দিন আহমদ মারা গেলেন bbox=[760, 623, 957, 673]
zodiac-item[interactable] bbox=[1188, 859, 1274, 913]
info-line: চন্দ্র : বৃশ্চিক bbox=[1281, 720, 1313, 729]
zodiac-item[interactable] bbox=[1281, 802, 1367, 855]
zodiac-item[interactable] bbox=[1188, 916, 1274, 962]
zodiac-name: কন্যা bbox=[1209, 1064, 1222, 1073]
zodiac-text: আজ কোনো শুভ সংবাদ পাবেন। কর্মস্থলে সুনাম বৃদ্ধি পাবে। অর্থাগম শুভ। প্রেমে সাফল্য আসবে। bbox=[1302, 1027, 1367, 1059]
headline-plastic: প্লাস্টিক ব্যাগের মজুতে bbox=[235, 907, 329, 957]
article-body-hilsa bbox=[969, 131, 1167, 274]
jump-note-democracy: (শেষ পাতার পর) bbox=[703, 465, 748, 474]
horoscope-author: জ্যোতিষি কার্তিক কুমার রায় bbox=[1227, 676, 1329, 687]
logo-small-text: দৈনিক bbox=[73, 21, 110, 37]
jump-note-bank: (শেষ পাতার পর) bbox=[178, 363, 223, 372]
horoscope-title: আপনার রাশিফল bbox=[1261, 574, 1334, 638]
zodiac-taurus-icon: ♉ bbox=[1188, 859, 1205, 876]
column-7 bbox=[1179, 103, 1377, 1307]
article-text-jalal: সাবেক উচ্চপদস্থ কর্মকর্তা ও সমাজসেবক ইন্তেকাল করেছেন। মৃত্যুকালে তার বয়স হয়েছিল ৭৮ বছর। তিনি দীর্ঘদিন ধরে বার্ধক্যজনিত রোগে ভুগছিলেন। রাজধানীর একটি বেসরকারি হাসপাতালে চিকিৎসাধীন অবস্থায় তিনি মারা যান। তিনি স্ত্রী, তিন ছেলে, দুই মেয়েসহ বহু গুণগ্রাহী রেখে গেছেন। তার মৃত্যুতে বিভিন্ন মহল থেকে গভীর শোক প্রকাশ করা হয়েছে। শোকবার্তায় বলা হয়, তার মৃত্যুতে দেশ একজন নিষ্ঠাবান ও কর্মনিষ্ঠ ব্যক্তিত্বকে হারালো। কর্মজীবনে তিনি সততা ও নিষ্ঠার সঙ্গে দায়িত্ব পালন করেছেন। নামাজে জানাজা শেষে তাকে পারিবারিক কবরস্থানে দাফন করা হয়। bbox=[760, 678, 958, 758]
jump-note-ecnec: (১ম পাতার পর) bbox=[181, 1173, 223, 1182]
zodiac-leo-icon: ♌ bbox=[1188, 1015, 1205, 1032]
jump-note-minister-cars: (শেষ পাতার পর) bbox=[493, 476, 538, 485]
headline-hilsa-export: দুর্গাপূজায় প্রথম চালানে ভারতে গেল সাড়ে ৩৭ টন ইলিশ bbox=[993, 105, 1353, 124]
ad-brand-sub: পাওয়ার bbox=[635, 788, 663, 798]
horoscope-left-info bbox=[1188, 698, 1274, 752]
portrait-photo-man bbox=[1179, 331, 1377, 459]
jump-note-rooppur: (শেষ পাতার পর) bbox=[703, 619, 748, 628]
jump-note-reserve: (শেষ পাতার পর) bbox=[284, 152, 329, 160]
headline-rooppur: রূপপুরে চাঁদাবাজি bbox=[550, 585, 748, 614]
zodiac-item[interactable] bbox=[1188, 1015, 1274, 1061]
byline-tangail: টাঙ্গাইল প্রতিনিধি : bbox=[26, 153, 75, 162]
byline-marriage: নিজস্ব প্রতিবেদক : bbox=[1179, 464, 1226, 472]
zodiac-item[interactable] bbox=[1281, 1063, 1367, 1109]
byline-jalal: ঢাকা অফিস : bbox=[760, 678, 797, 687]
article-text-marriage: বারবার বিয়ে করে আলোচনায় আসা সেই ব্যক্তিকে অবশেষে আইনের আওতায় আনা হয়েছে। প্রতারণার অভিযোগে দায়ের করা মামলায় তাকে গ্রেফতার করেছে পুলিশ। অভিযোগে বলা হয়, তিনি ভুয়া পরিচয় দিয়ে একাধিক নারীকে বিয়ে করে যৌতুক ও অর্থ আদায় করতেন। পরে যোগাযোগ বিচ্ছিন্ন করে অন্যত্র চলে যেতেন। ভুক্তভোগী কয়েকজন নারী থানায় অভিযোগ করার পর বিষয়টি তদন্তে নামে পুলিশ। তদন্তে অভিযোগের সত্যতা মেলে। গ্রেফতারের পর আদালতে হাজির করা হলে তাকে কারাগারে পাঠানোর নির্দেশ দেয়া হয়। পুলিশ জানায়, তার বিরুদ্ধে আরও অভিযোগ আছে কি না, তা খতিয়ে দেখা হচ্ছে। bbox=[1179, 464, 1377, 553]
zodiac-item[interactable] bbox=[1188, 1063, 1274, 1109]
article-body-ctg-gas: আহতরা হলেন মো. রফিক (৪০), মো. জসিম উদ্দিন (৩৫), নুরুল আবছার (২৮), হোসনে আরা বেগম (২৬), শাহিনুর আক্তার (১৯), সাজ্জাদ হোসেন (৩২), আব্দুল করিম (৪৫) ও মোহাম্মদ আলী (৫০)। তাদের চট্টগ্রাম মেডিকেল কলেজ হাসপাতালে ভর্তি করা হয়েছে। ফায়ার সার্ভিস জানায়, সিলিন্ডার থেকে গ্যাস লিক হয়ে জমে থাকা অবস্থায় বৈদ্যুতিক সুইচ চাপলে বিস্ফোরণ ঘটে। আগুন আশপাশের কয়েকটি দোকানে ছড়িয়ে পড়ে। ফায়ার সার্ভিসের তিনটি ইউনিট প্রায় এক ঘণ্টা চেষ্টা চালিয়ে আগুন নিয়ন্ত্রণে আনে। ক্ষয়ক্ষতির পরিমাণ নিরূপণে কাজ চলছে। bbox=[341, 349, 538, 429]
zodiac-text: পারিবারিক বিষয়ে মনোযোগ দিতে হবে। অপ্রত্যাশিত অর্থপ্রাপ্তি ঘটতে পারে। প্রেমের ক্ষেত্রে শুভ দিন। bbox=[1209, 929, 1274, 961]
info-line: সূর্যাস্ত : ৫-৫৮ মি. bbox=[1281, 709, 1328, 717]
zodiac-gemini-icon: ♊ bbox=[1188, 916, 1205, 933]
headline-reserve: ফের রিজার্ভ ছাড়াল bbox=[251, 106, 313, 142]
article-body-akram bbox=[341, 153, 538, 286]
headline-coxsbazar: কক্সবাজারে বাবাকে হত্যায় bbox=[235, 650, 329, 700]
article-body-teacher bbox=[760, 509, 957, 611]
